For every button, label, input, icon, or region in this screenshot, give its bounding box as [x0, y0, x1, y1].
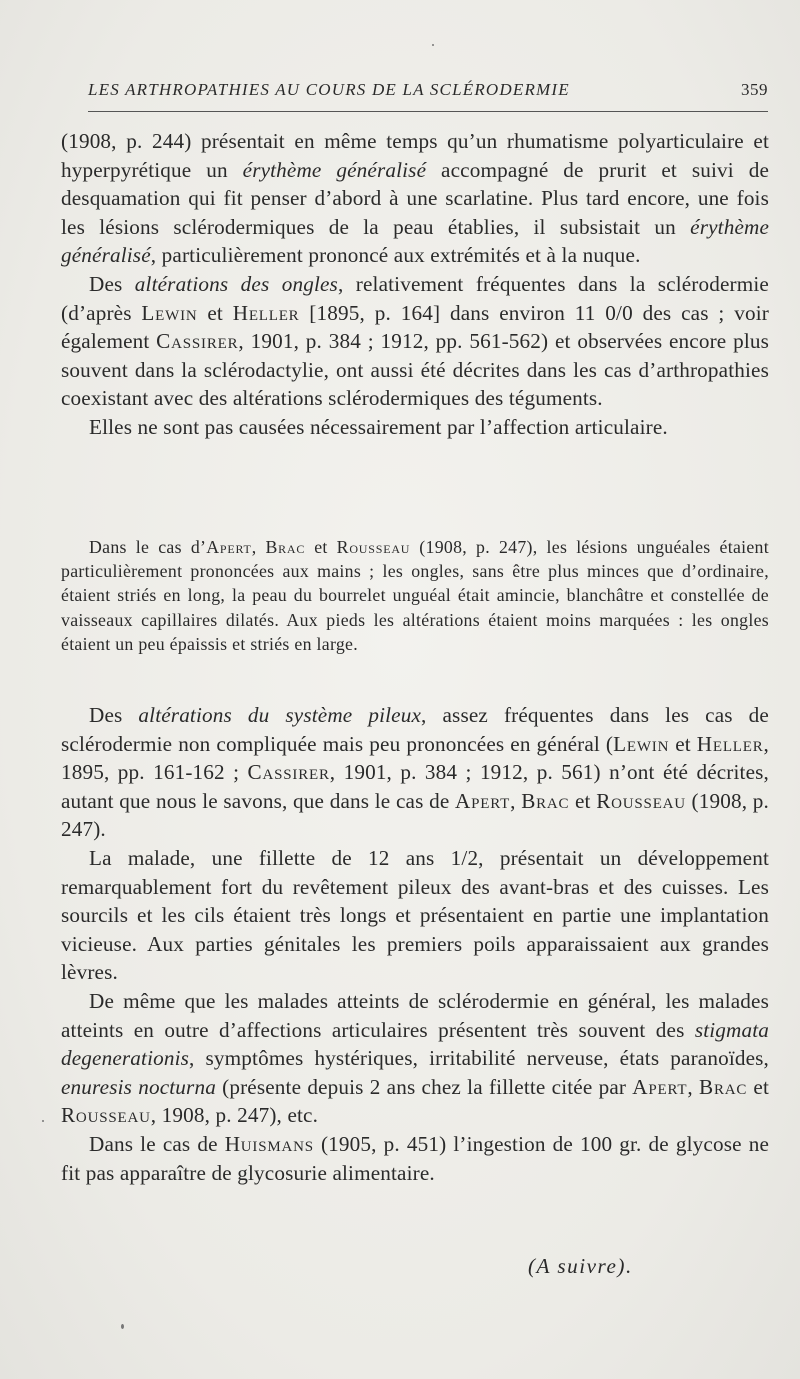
p4-italic-1: altérations du système pileux — [138, 703, 422, 727]
note-text-2: , — [251, 537, 266, 557]
author-heller: Heller — [232, 300, 300, 325]
body-text-bottom — [61, 701, 769, 1187]
p2-text-2: , relativement fréquentes dans la sclérodermie (d’après — [61, 271, 769, 325]
note-text-1: Dans le cas d’ — [89, 537, 207, 557]
p6-italic-1: stigmata degenerationis — [61, 1017, 769, 1071]
author-rousseau: Rousseau — [596, 788, 686, 813]
p7-text-1: Dans le cas de — [89, 1131, 225, 1156]
p6-text-3: (présente depuis 2 ans chez la fillette citée par — [215, 1074, 633, 1099]
page-number: 359 — [741, 80, 768, 99]
p4-text-3: et — [669, 731, 697, 756]
print-speck — [121, 1324, 124, 1329]
author-lewin: Lewin — [141, 300, 198, 325]
author-rousseau: Rousseau — [336, 537, 411, 557]
paragraph-4 — [61, 701, 769, 844]
paragraph-6 — [61, 987, 769, 1130]
p2-text-4: [1895, p. 164] dans environ 11 0/0 des cas ; voir également — [61, 300, 769, 354]
p6-italic-2: enuresis nocturna — [61, 1074, 216, 1099]
p6-text-6: , 1908, p. 247), etc. — [150, 1103, 319, 1128]
p4-text-4: , 1895, pp. 161-162 ; — [61, 731, 769, 785]
print-speck — [42, 1120, 44, 1122]
paragraph-2 — [61, 270, 769, 413]
p2-italic-1: altérations des ongles — [134, 271, 338, 296]
print-speck — [432, 44, 434, 46]
running-header — [88, 80, 768, 108]
body-text-top — [61, 127, 769, 442]
note-text-3: et — [305, 537, 337, 557]
note-text-4: (1908, p. 247), les lésions unguéales étaient particulièrement prononcées aux mains ; les ongles, sans être plus minces que d’ordinaire, étaient striés en long, la peau du bourrelet unguéal était amincie, blanchâtre et constellée de vaisseaux capillaires dilatés. Aux pieds les altérations étaient moins marquées : les ongles étaient un peu épaissis et striés en large. — [61, 537, 769, 654]
p1-text-3: , particulièrement prononcé aux extrémités et à la nuque. — [150, 243, 641, 268]
p4-text-7: et — [569, 788, 597, 813]
p1-text-1: (1908, p. 244) présentait en même temps qu’un rhumatisme polyarticulaire et hyperpyrétique un — [61, 129, 769, 182]
p4-text-8: (1908, p. 247). — [61, 788, 769, 842]
small-print-note — [61, 535, 769, 656]
p6-text-4: , — [687, 1074, 700, 1099]
author-huismans: Huismans — [224, 1131, 314, 1156]
p1-text-2: accompagné de prurit et suivi de desquamation qui fit penser d’abord à une scarlatine. Plus tard encore, une fois les lésions sclérodermiques de la peau établies, il subsistait un — [61, 157, 770, 239]
paragraph-3: Elles ne sont pas causées nécessairement par l’affection articulaire. — [89, 414, 668, 439]
p4-text-1: Des — [89, 703, 139, 727]
header-rule — [88, 111, 768, 112]
author-cassirer: Cassirer — [247, 760, 330, 785]
author-brac: Brac — [265, 537, 306, 557]
paragraph-1 — [61, 127, 769, 270]
p2-text-3: et — [197, 300, 233, 325]
p4-text-2: , assez fréquentes dans les cas de sclérodermie non compliquée mais peu prononcées en général ( — [61, 703, 769, 756]
paragraph-7 — [61, 1130, 769, 1187]
author-apert: Apert — [632, 1074, 688, 1099]
note-paragraph — [61, 535, 769, 656]
p2-text-1: Des — [89, 271, 135, 296]
author-apert: Apert — [206, 537, 252, 557]
running-title: LES ARTHROPATHIES AU COURS DE LA SCLÉRODERMIE — [88, 80, 570, 99]
p4-text-5: , 1901, p. 384 ; 1912, p. 561) n’ont été décrites, autant que nous le savons, que dans le cas de — [61, 760, 769, 813]
author-heller: Heller — [696, 731, 764, 756]
to-be-continued: (A suivre). — [528, 1254, 633, 1278]
p6-text-2: , symptômes hystériques, irritabilité nerveuse, états paranoïdes, — [189, 1046, 769, 1071]
author-apert: Apert — [455, 788, 511, 813]
p1-italic-1: érythème généralisé — [242, 157, 427, 182]
p1-italic-2: érythème généralisé — [61, 214, 769, 268]
p7-text-2: (1905, p. 451) l’ingestion de 100 gr. de glycose ne fit pas apparaître de glycosurie alimentaire. — [61, 1131, 769, 1185]
p6-text-1: De même que les malades atteints de sclérodermie en général, les malades atteints en outre d’affections articulaires présentent très souvent des — [61, 988, 769, 1042]
paragraph-5: La malade, une fillette de 12 ans 1/2, présentait un développement remarquablement fort du revêtement pileux des avant-bras et des cuisses. Les sourcils et les cils étaient très longs et présentaient en partie une implantation vicieuse. Aux parties génitales les premiers poils apparaissaient aux grandes lèvres. — [61, 845, 769, 985]
p2-text-5: , 1901, p. 384 ; 1912, pp. 561-562) et observées encore plus souvent dans la sclérodactylie, ont aussi été décrites dans les cas d’arthropathies coexistant avec des altérations sclérodermiques des téguments. — [61, 329, 769, 411]
author-brac: Brac — [699, 1074, 748, 1099]
author-lewin: Lewin — [613, 731, 670, 756]
author-cassirer: Cassirer — [156, 329, 239, 354]
author-rousseau: Rousseau — [61, 1103, 151, 1128]
author-brac: Brac — [521, 788, 570, 813]
p4-text-6: , — [510, 788, 522, 813]
p6-text-5: et — [747, 1074, 769, 1099]
